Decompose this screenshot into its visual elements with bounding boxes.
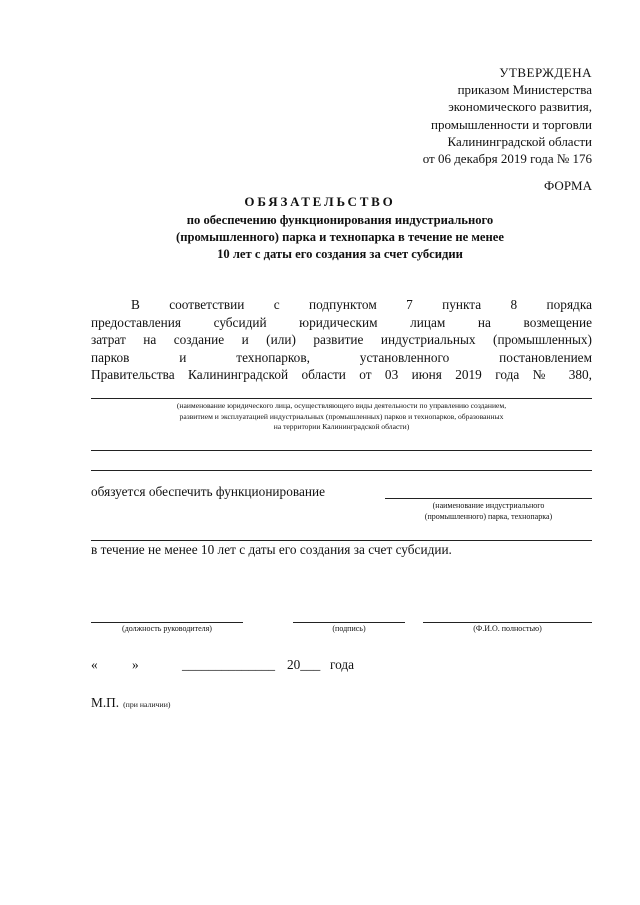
blank-line[interactable]	[91, 470, 592, 471]
subtitle-line: 10 лет с даты его создания за счет субсидии	[217, 246, 463, 261]
date-month-blank[interactable]: ______________	[182, 657, 276, 672]
date-year-prefix[interactable]: 20___	[287, 657, 321, 672]
blank-line[interactable]	[91, 450, 592, 451]
subtitle-line: по обеспечению функционирования индустриального	[186, 213, 494, 227]
caption-line: развитием и эксплуатацией индустриальных (промышленных) парков и технопарков, образованных	[179, 411, 504, 421]
stamp-label: М.П.	[91, 695, 120, 710]
date-close-quote: »	[132, 657, 139, 672]
org-name-caption	[91, 401, 592, 433]
full-name-caption: (Ф.И.О. полностью)	[473, 624, 542, 633]
approval-line: промышленности и торговли	[431, 116, 592, 132]
blank-line[interactable]	[91, 540, 592, 541]
obligation-text: обязуется обеспечить функционирование	[91, 484, 325, 499]
park-name-caption	[385, 501, 592, 522]
subtitle-line: (промышленного) парка и технопарка в течение не менее	[176, 229, 504, 244]
intro-line: Правительства Калининградской области от 03 июня 2019 года № 380,	[91, 367, 592, 382]
caption-line: (промышленного) парка, технопарка)	[424, 511, 553, 521]
document-subtitle	[90, 212, 590, 262]
approval-line: приказом Министерства	[457, 82, 592, 98]
date-open-quote: «	[91, 657, 98, 672]
signature-line[interactable]	[293, 622, 405, 623]
park-name-line[interactable]	[385, 498, 592, 499]
approval-line: Калининградской области	[447, 133, 592, 149]
intro-line: затрат на создание и (или) развитие индустриальных (промышленных)	[91, 332, 592, 347]
caption-line: (наименование индустриального	[432, 501, 545, 510]
org-name-line[interactable]	[91, 398, 592, 399]
position-line[interactable]	[91, 622, 243, 623]
approval-block	[362, 64, 592, 167]
caption-line: (наименование юридического лица, осуществляющего виды деятельности по управлению созданием,	[176, 401, 507, 410]
date-year-word: года	[330, 657, 355, 672]
approval-line: УТВЕРЖДЕНА	[499, 65, 592, 80]
period-text: в течение не менее 10 лет с даты его создания за счет субсидии.	[91, 542, 452, 557]
document-title: ОБЯЗАТЕЛЬСТВО	[244, 194, 396, 209]
intro-line: предоставления субсидий юридическим лицам на возмещение	[91, 314, 592, 330]
signature-caption: (подпись)	[332, 624, 366, 633]
approval-line: от 06 декабря 2019 года № 176	[422, 151, 592, 167]
intro-line: парков и технопарков, установленного постановлением	[91, 349, 592, 365]
approval-line: экономического развития,	[448, 99, 592, 115]
stamp-block	[91, 694, 171, 712]
caption-line: на территории Калининградской области)	[273, 422, 410, 431]
intro-paragraph	[91, 296, 592, 384]
intro-line: В соответствии с подпунктом 7 пункта 8 порядка	[131, 297, 592, 312]
form-label: ФОРМА	[544, 178, 592, 193]
stamp-note: (при наличии)	[123, 700, 171, 709]
position-caption: (должность руководителя)	[122, 624, 212, 633]
full-name-line[interactable]	[423, 622, 592, 623]
